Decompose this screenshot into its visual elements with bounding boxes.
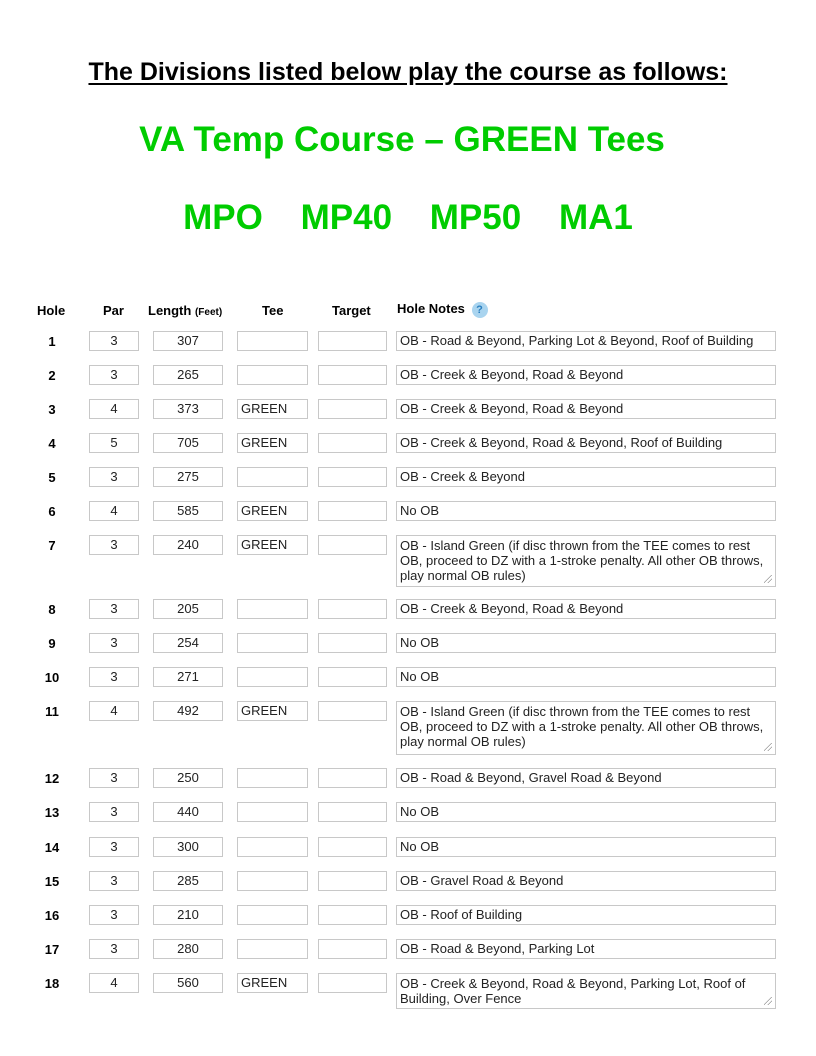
page-heading: The Divisions listed below play the course as follows: [88,58,728,86]
length-field[interactable]: 254 [153,633,223,653]
tee-field[interactable]: GREEN [237,535,308,555]
tee-field[interactable]: GREEN [237,701,308,721]
hole-number: 12 [44,771,60,786]
table-row [0,365,816,387]
length-field[interactable]: 210 [153,905,223,925]
column-header-tee: Tee [262,303,284,318]
hole-number: 16 [44,908,60,923]
target-field[interactable] [318,331,387,351]
par-field[interactable]: 4 [89,399,139,419]
hole-number: 1 [48,334,56,349]
hole-number: 7 [48,538,56,553]
target-field[interactable] [318,939,387,959]
length-field[interactable]: 280 [153,939,223,959]
par-field[interactable]: 3 [89,837,139,857]
target-field[interactable] [318,701,387,721]
tee-field[interactable] [237,837,308,857]
course-title: VA Temp Course – GREEN Tees [139,120,665,159]
target-field[interactable] [318,467,387,487]
hole-number: 4 [48,436,56,451]
help-icon[interactable]: ? [472,302,488,318]
divisions-list [0,198,816,238]
hole-number: 11 [45,704,59,719]
hole-number: 13 [44,805,60,820]
length-field[interactable]: 440 [153,802,223,822]
length-field[interactable]: 285 [153,871,223,891]
tee-field[interactable] [237,467,308,487]
target-field[interactable] [318,837,387,857]
length-field[interactable]: 300 [153,837,223,857]
tee-field[interactable] [237,633,308,653]
notes-field[interactable]: OB - Gravel Road & Beyond [396,871,776,891]
notes-field[interactable]: OB - Creek & Beyond, Road & Beyond [396,365,776,385]
table-row [0,399,816,421]
tee-field[interactable] [237,871,308,891]
target-field[interactable] [318,633,387,653]
notes-field[interactable]: OB - Creek & Beyond, Road & Beyond [396,599,776,619]
target-field[interactable] [318,599,387,619]
length-field[interactable]: 705 [153,433,223,453]
notes-field[interactable]: OB - Island Green (if disc thrown from the TEE comes to rest OB, proceed to DZ with a 1-stroke penalty. All other OB throws, play normal OB rules) [396,701,776,755]
par-field[interactable]: 3 [89,535,139,555]
tee-field[interactable] [237,939,308,959]
hole-number: 18 [44,976,60,991]
length-field[interactable]: 271 [153,667,223,687]
tee-field[interactable] [237,599,308,619]
table-row [0,633,816,655]
hole-number: 2 [48,368,56,383]
par-field[interactable]: 3 [89,365,139,385]
tee-field[interactable] [237,365,308,385]
division-mp40: MP40 [300,198,393,237]
notes-field[interactable]: OB - Creek & Beyond, Road & Beyond [396,399,776,419]
length-unit: (Feet) [194,307,223,318]
par-field[interactable]: 3 [89,667,139,687]
notes-field[interactable]: No OB [396,802,776,822]
table-row [0,802,816,824]
table-row [0,837,816,859]
target-field[interactable] [318,768,387,788]
notes-field[interactable]: OB - Creek & Beyond, Road & Beyond, Parking Lot, Roof of Building, Over Fence [396,973,776,1009]
par-field[interactable]: 4 [89,973,139,993]
division-ma1: MA1 [558,198,633,237]
table-row [0,331,816,353]
table-row [0,501,816,523]
table-row [0,667,816,689]
table-row [0,433,816,455]
par-field[interactable]: 3 [89,633,139,653]
notes-label: Hole Notes [397,301,465,316]
par-field[interactable]: 4 [89,701,139,721]
table-row [0,939,816,961]
table-row [0,973,816,1006]
hole-number: 5 [48,470,56,485]
length-field[interactable]: 492 [153,701,223,721]
length-field[interactable]: 250 [153,768,223,788]
resize-handle-icon[interactable] [764,743,772,751]
resize-handle-icon[interactable] [764,575,772,583]
hole-number: 14 [44,840,60,855]
tee-field[interactable] [237,331,308,351]
par-field[interactable]: 3 [89,467,139,487]
column-header-hole: Hole [37,303,66,318]
length-label: Length [148,303,192,318]
notes-field[interactable]: OB - Creek & Beyond, Road & Beyond, Roof of Building [396,433,776,453]
par-field[interactable]: 5 [89,433,139,453]
target-field[interactable] [318,973,387,993]
hole-number: 8 [48,602,56,617]
notes-field[interactable]: OB - Road & Beyond, Parking Lot & Beyond, Roof of Building [396,331,776,351]
hole-number: 3 [48,402,56,417]
tee-field[interactable]: GREEN [237,399,308,419]
notes-field[interactable]: OB - Road & Beyond, Gravel Road & Beyond [396,768,776,788]
par-field[interactable]: 3 [89,768,139,788]
tee-field[interactable] [237,802,308,822]
notes-field[interactable]: OB - Island Green (if disc thrown from the TEE comes to rest OB, proceed to DZ with a 1-stroke penalty. All other OB throws, play normal OB rules) [396,535,776,587]
table-row [0,599,816,621]
table-row [0,871,816,893]
tee-field[interactable] [237,667,308,687]
target-field[interactable] [318,871,387,891]
table-row [0,467,816,489]
column-header-target: Target [332,303,371,318]
notes-field[interactable]: No OB [396,667,776,687]
hole-number: 17 [44,942,60,957]
target-field[interactable] [318,399,387,419]
table-row [0,535,816,583]
target-field[interactable] [318,905,387,925]
hole-number: 6 [48,504,56,519]
hole-number: 9 [48,636,56,651]
length-field[interactable]: 307 [153,331,223,351]
notes-field[interactable]: No OB [396,837,776,857]
length-field[interactable]: 560 [153,973,223,993]
resize-handle-icon[interactable] [764,997,772,1005]
table-row [0,905,816,927]
target-field[interactable] [318,667,387,687]
tee-field[interactable] [237,905,308,925]
target-field[interactable] [318,802,387,822]
length-field[interactable]: 240 [153,535,223,555]
length-field[interactable]: 275 [153,467,223,487]
target-field[interactable] [318,501,387,521]
length-field[interactable]: 205 [153,599,223,619]
par-field[interactable]: 3 [89,939,139,959]
length-field[interactable]: 265 [153,365,223,385]
par-field[interactable]: 3 [89,802,139,822]
tee-field[interactable] [237,768,308,788]
par-field[interactable]: 3 [89,331,139,351]
tee-field[interactable]: GREEN [237,501,308,521]
notes-field[interactable]: No OB [396,633,776,653]
notes-field[interactable]: OB - Roof of Building [396,905,776,925]
length-field[interactable]: 373 [153,399,223,419]
par-field[interactable]: 3 [89,905,139,925]
column-header-par: Par [103,303,124,318]
par-field[interactable]: 3 [89,871,139,891]
notes-field[interactable]: No OB [396,501,776,521]
notes-field[interactable]: OB - Creek & Beyond [396,467,776,487]
notes-field[interactable]: OB - Road & Beyond, Parking Lot [396,939,776,959]
tee-field[interactable]: GREEN [237,973,308,993]
tee-field[interactable]: GREEN [237,433,308,453]
column-header-notes [397,301,488,318]
target-field[interactable] [318,535,387,555]
table-row [0,701,816,749]
column-header-length [148,303,222,318]
hole-number: 15 [44,874,60,889]
table-row [0,768,816,790]
length-field[interactable]: 585 [153,501,223,521]
hole-number: 10 [44,670,60,685]
division-mp50: MP50 [429,198,522,237]
division-mpo: MPO [183,198,263,237]
par-field[interactable]: 3 [89,599,139,619]
target-field[interactable] [318,433,387,453]
par-field[interactable]: 4 [89,501,139,521]
target-field[interactable] [318,365,387,385]
